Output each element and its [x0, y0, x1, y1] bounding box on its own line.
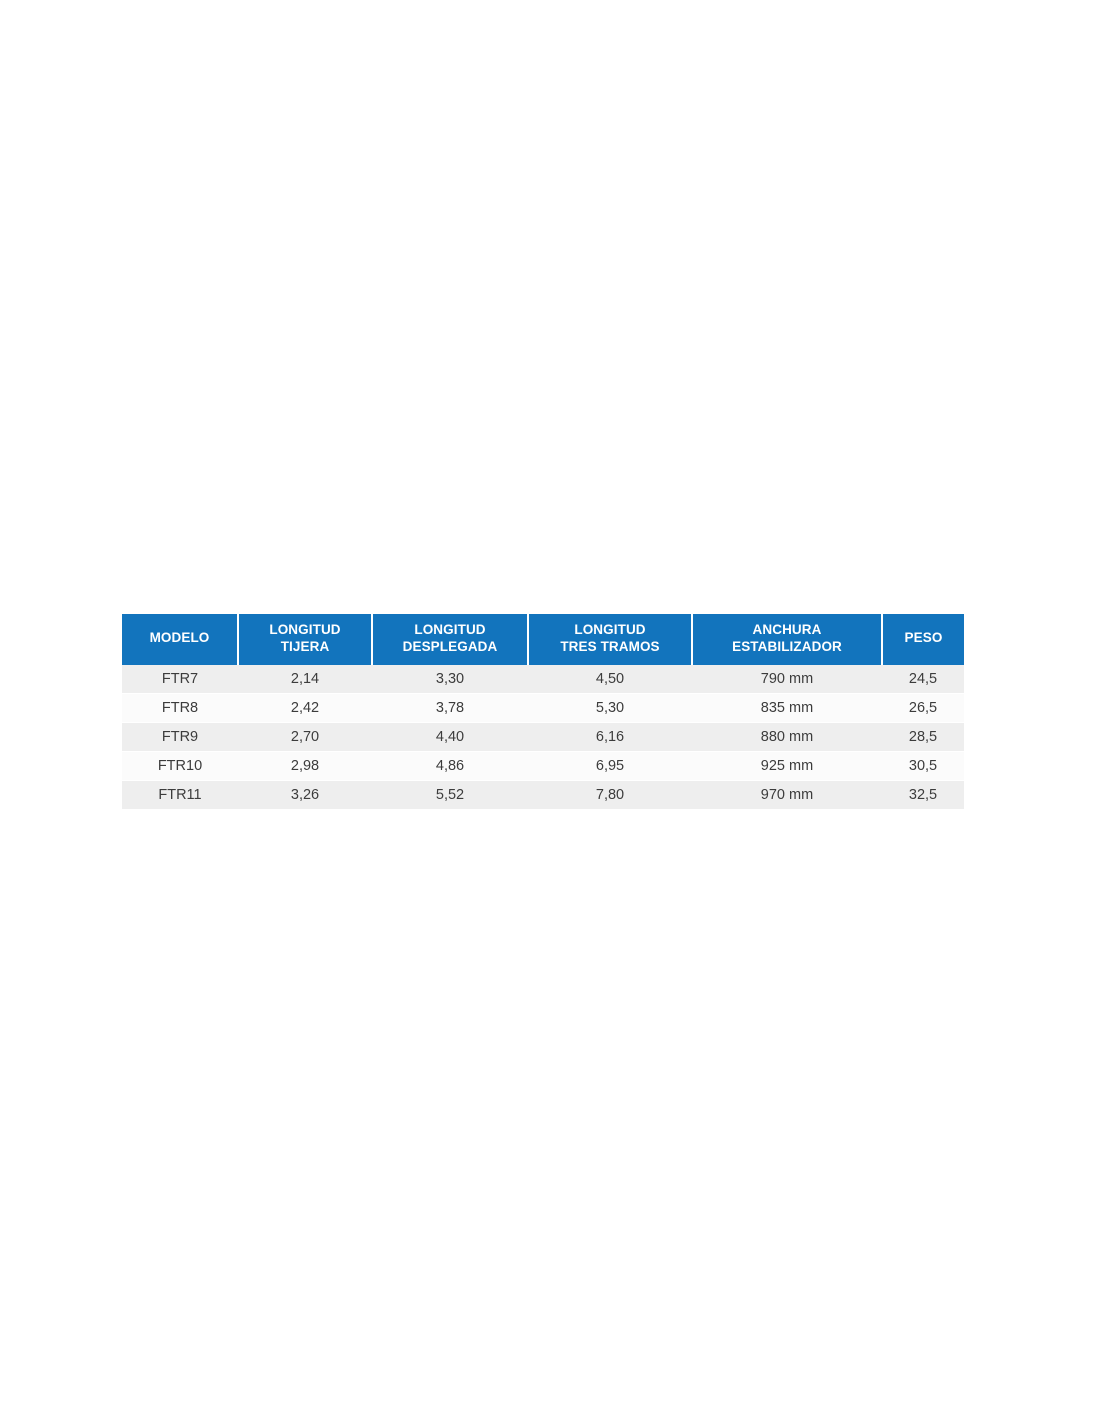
- cell-longitud-tres-tramos: 4,50: [528, 665, 692, 694]
- column-header-longitud-tres-tramos: [528, 614, 692, 665]
- column-header-anchura-estabilizador-line2: ESTABILIZADOR: [732, 638, 842, 654]
- column-header-longitud-tres-tramos-line1: LONGITUD: [574, 622, 646, 637]
- cell-peso: 28,5: [882, 722, 964, 751]
- column-header-modelo-line1: MODELO: [149, 630, 210, 646]
- column-header-longitud-desplegada: [372, 614, 528, 665]
- column-header-longitud-tijera-line2: TIJERA: [280, 638, 330, 654]
- column-header-peso: [882, 614, 964, 665]
- column-header-longitud-tijera-line1: LONGITUD: [269, 622, 341, 637]
- cell-longitud-tijera: 2,70: [238, 722, 372, 751]
- cell-longitud-tijera: 2,42: [238, 693, 372, 722]
- cell-anchura-estabilizador: 880 mm: [692, 722, 882, 751]
- cell-anchura-estabilizador: 790 mm: [692, 665, 882, 694]
- table-row: [122, 665, 964, 694]
- column-header-anchura-estabilizador: [692, 614, 882, 665]
- table-header-row: [122, 614, 964, 665]
- cell-anchura-estabilizador: 970 mm: [692, 780, 882, 809]
- cell-peso: 32,5: [882, 780, 964, 809]
- cell-longitud-tres-tramos: 6,95: [528, 751, 692, 780]
- column-header-modelo: [122, 614, 238, 665]
- cell-longitud-tijera: 3,26: [238, 780, 372, 809]
- column-header-longitud-desplegada-line2: DESPLEGADA: [402, 638, 498, 654]
- cell-modelo: FTR9: [122, 722, 238, 751]
- cell-longitud-desplegada: 3,78: [372, 693, 528, 722]
- cell-modelo: FTR11: [122, 780, 238, 809]
- cell-longitud-tijera: 2,98: [238, 751, 372, 780]
- cell-peso: 26,5: [882, 693, 964, 722]
- table-row: [122, 693, 964, 722]
- cell-longitud-desplegada: 3,30: [372, 665, 528, 694]
- specifications-table-container: [122, 614, 964, 810]
- cell-peso: 24,5: [882, 665, 964, 694]
- cell-longitud-desplegada: 4,40: [372, 722, 528, 751]
- specifications-table: [122, 614, 964, 810]
- cell-anchura-estabilizador: 925 mm: [692, 751, 882, 780]
- table-row: [122, 722, 964, 751]
- column-header-peso-line1: PESO: [904, 630, 943, 646]
- cell-longitud-desplegada: 5,52: [372, 780, 528, 809]
- column-header-longitud-tijera: [238, 614, 372, 665]
- cell-peso: 30,5: [882, 751, 964, 780]
- cell-longitud-desplegada: 4,86: [372, 751, 528, 780]
- cell-anchura-estabilizador: 835 mm: [692, 693, 882, 722]
- table-header: [122, 614, 964, 665]
- table-row: [122, 780, 964, 809]
- column-header-longitud-desplegada-line1: LONGITUD: [414, 622, 486, 637]
- cell-longitud-tijera: 2,14: [238, 665, 372, 694]
- table-row: [122, 751, 964, 780]
- column-header-longitud-tres-tramos-line2: TRES TRAMOS: [560, 638, 660, 654]
- table-body: [122, 665, 964, 810]
- cell-modelo: FTR7: [122, 665, 238, 694]
- cell-longitud-tres-tramos: 5,30: [528, 693, 692, 722]
- cell-modelo: FTR10: [122, 751, 238, 780]
- cell-modelo: FTR8: [122, 693, 238, 722]
- cell-longitud-tres-tramos: 6,16: [528, 722, 692, 751]
- cell-longitud-tres-tramos: 7,80: [528, 780, 692, 809]
- column-header-anchura-estabilizador-line1: ANCHURA: [752, 622, 822, 637]
